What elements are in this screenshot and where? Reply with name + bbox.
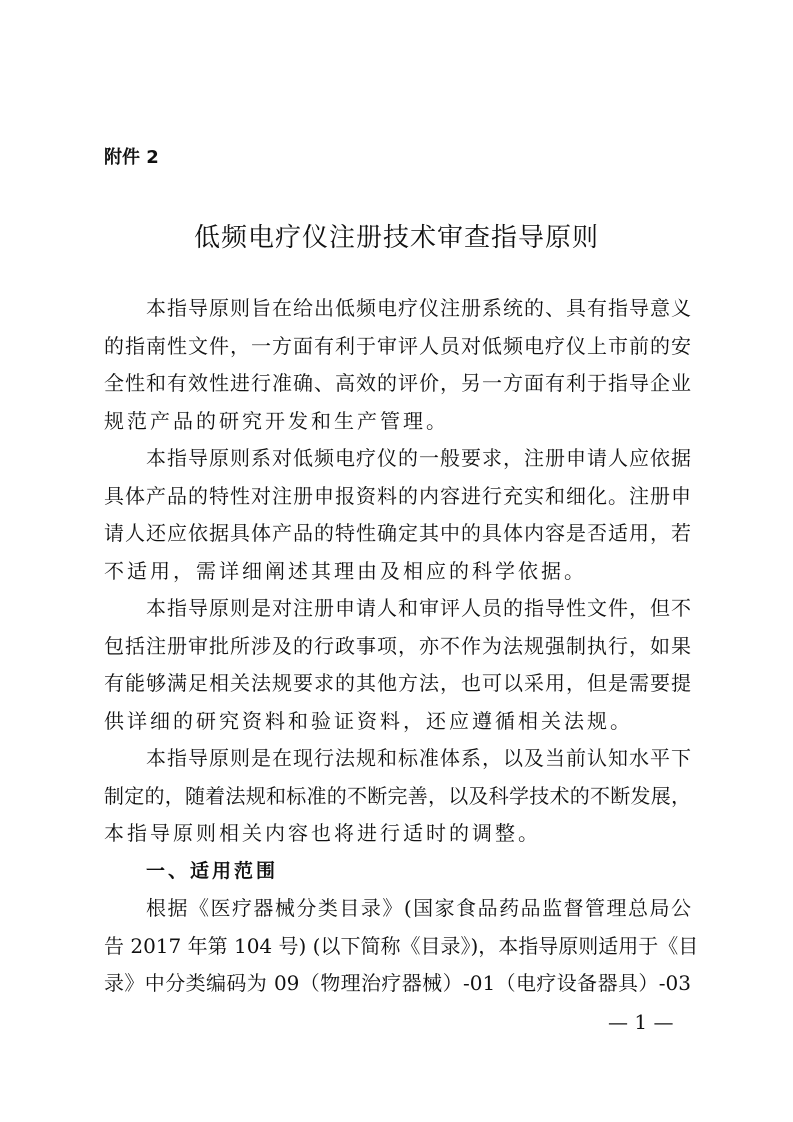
page-number: — 1 — [608, 1010, 674, 1034]
paragraph-line: 根据《医疗器械分类目录》(国家食品药品监督管理总局公 [146, 896, 691, 920]
paragraph-line: 包括注册审批所涉及的行政事项，亦不作为法规强制执行，如果 [104, 633, 691, 658]
paragraph-line: 有能够满足相关法规要求的其他方法，也可以采用，但是需要提 [104, 671, 691, 695]
attachment-label: 附件 2 [104, 147, 159, 168]
document-title: 低频电疗仪注册技术审查指导原则 [193, 223, 599, 253]
paragraph-line: 全性和有效性进行准确、高效的评价，另一方面有利于指导企业 [104, 371, 691, 395]
paragraph-line: 供详细的研究资料和验证资料，还应遵循相关法规。 [104, 708, 633, 733]
paragraph-line: 本指导原则旨在给出低频电疗仪注册系统的、具有指导意义 [146, 296, 691, 320]
paragraph-line: 不适用，需详细阐述其理由及相应的科学依据。 [104, 558, 587, 583]
document-body [104, 290, 699, 1003]
paragraph-line: 的指南性文件，一方面有利于审评人员对低频电疗仪上市前的安 [104, 333, 691, 358]
section-heading: 一、适用范围 [146, 859, 279, 882]
paragraph-line: 本指导原则是对注册申请人和审评人员的指导性文件，但不 [146, 596, 691, 620]
paragraph-line: 请人还应依据具体产品的特性确定其中的具体内容是否适用，若 [104, 521, 691, 545]
paragraph-line: 制定的，随着法规和标准的不断完善，以及科学技术的不断发展， [104, 783, 691, 808]
paragraph-line: 本指导原则是在现行法规和标准体系，以及当前认知水平下 [146, 746, 691, 770]
paragraph-line: 录》中分类编码为 09（物理治疗器械）-01（电疗设备器具）-03 [104, 971, 691, 995]
paragraph-line: 具体产品的特性对注册申报资料的内容进行充实和细化。注册申 [104, 483, 691, 508]
paragraph-line: 规范产品的研究开发和生产管理。 [104, 408, 449, 433]
paragraph-line: 本指导原则相关内容也将进行适时的调整。 [104, 821, 541, 845]
paragraph-line: 本指导原则系对低频电疗仪的一般要求，注册申请人应依据 [146, 446, 691, 470]
paragraph-line: 告 2017 年第 104 号) (以下简称《目录》)，本指导原则适用于《目 [104, 933, 699, 958]
